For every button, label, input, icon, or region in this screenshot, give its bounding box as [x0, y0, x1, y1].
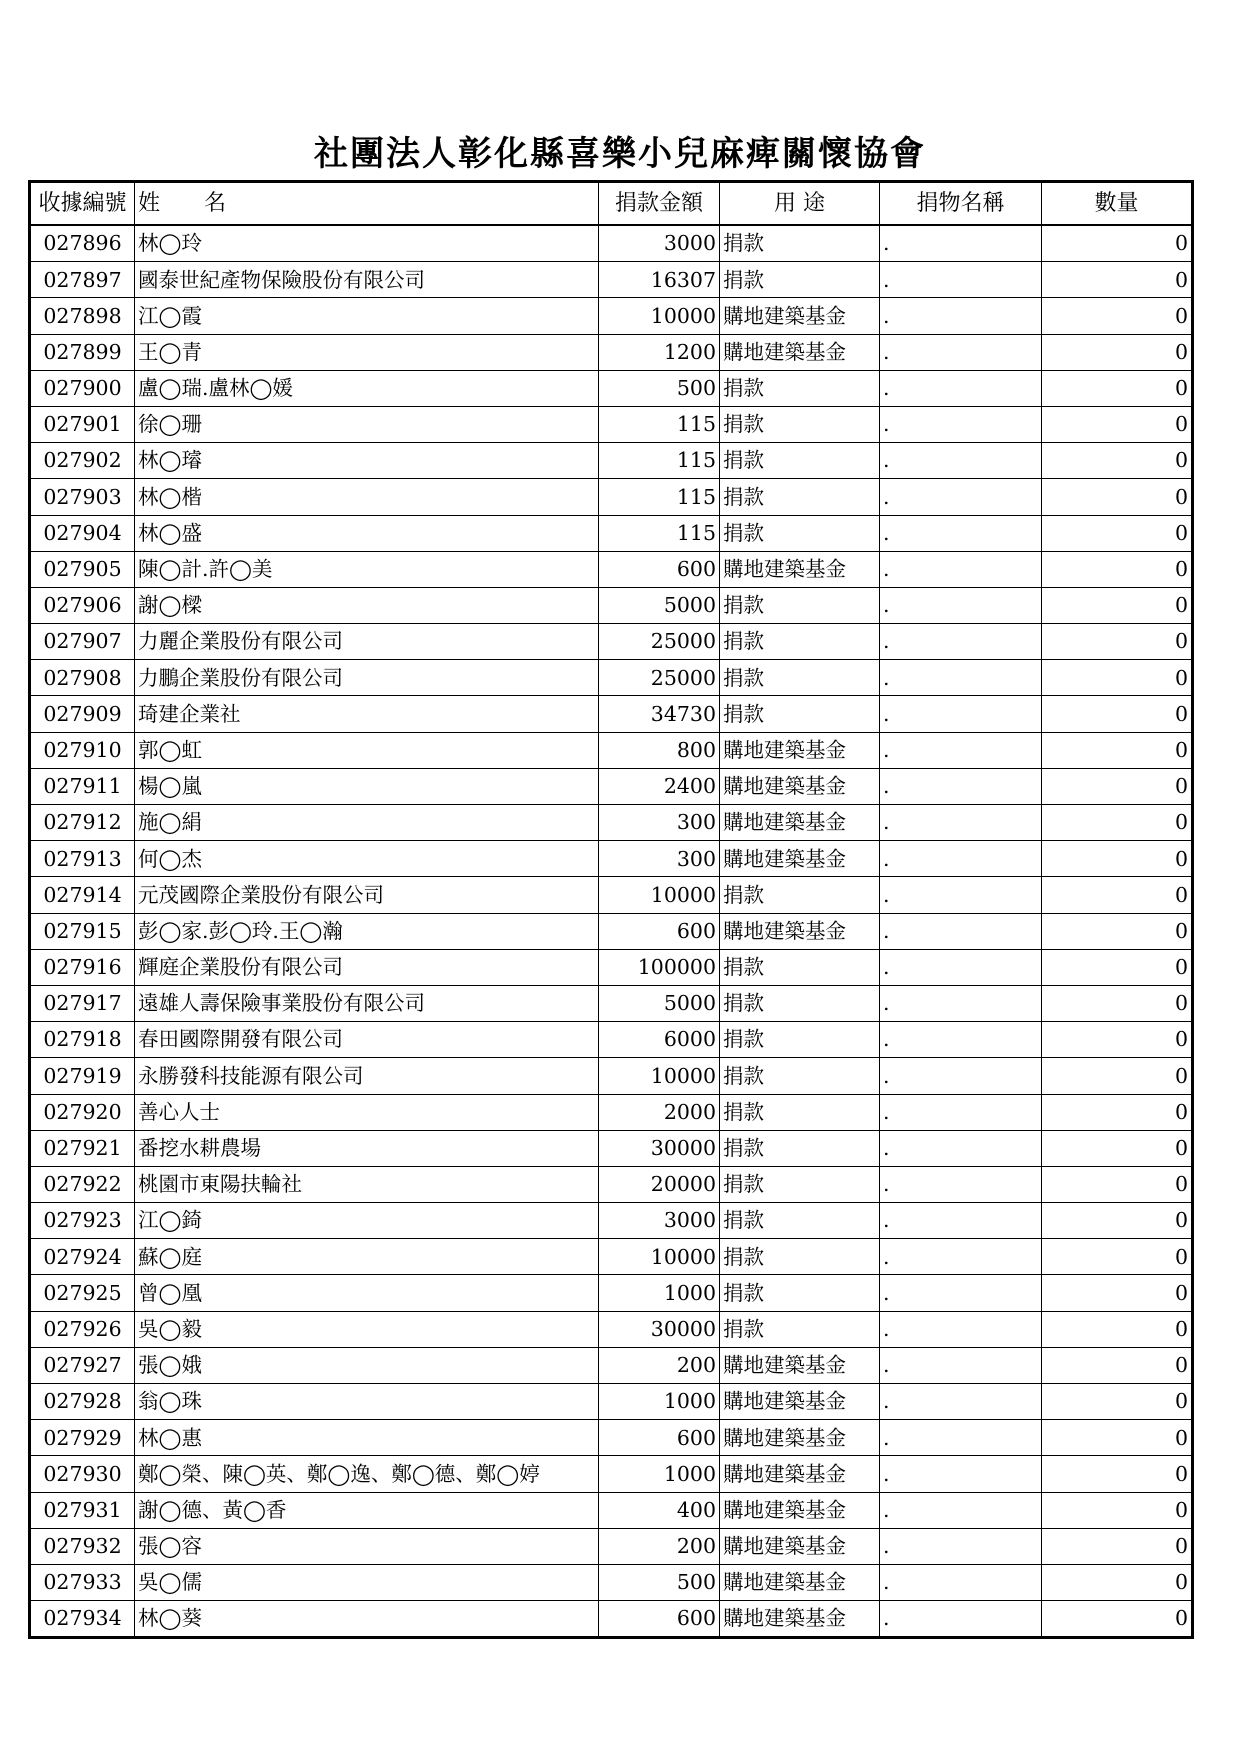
cell-quantity: 0 — [1042, 768, 1193, 804]
table-row — [30, 1094, 1193, 1130]
cell-purpose: 捐款 — [720, 949, 880, 985]
cell-name: 林◯璿 — [135, 443, 599, 479]
cell-item-name: . — [880, 1384, 1042, 1420]
cell-receipt-no: 027931 — [30, 1492, 135, 1528]
table-row — [30, 696, 1193, 732]
table-row — [30, 334, 1193, 370]
cell-amount: 25000 — [599, 660, 720, 696]
cell-name: 張◯娥 — [135, 1347, 599, 1383]
cell-name: 謝◯德、黃◯香 — [135, 1492, 599, 1528]
cell-purpose: 購地建築基金 — [720, 1456, 880, 1492]
table-row — [30, 1492, 1193, 1528]
cell-item-name: . — [880, 298, 1042, 334]
cell-name: 國泰世紀產物保險股份有限公司 — [135, 262, 599, 298]
cell-item-name: . — [880, 370, 1042, 406]
cell-name: 春田國際開發有限公司 — [135, 1022, 599, 1058]
cell-quantity: 0 — [1042, 877, 1193, 913]
cell-item-name: . — [880, 1275, 1042, 1311]
table-row — [30, 1311, 1193, 1347]
cell-receipt-no: 027905 — [30, 551, 135, 587]
cell-item-name: . — [880, 334, 1042, 370]
cell-item-name: . — [880, 624, 1042, 660]
table-row — [30, 877, 1193, 913]
table-row — [30, 805, 1193, 841]
cell-receipt-no: 027920 — [30, 1094, 135, 1130]
cell-item-name: . — [880, 1203, 1042, 1239]
cell-quantity: 0 — [1042, 443, 1193, 479]
cell-quantity: 0 — [1042, 334, 1193, 370]
cell-quantity: 0 — [1042, 587, 1193, 623]
cell-item-name: . — [880, 1347, 1042, 1383]
cell-receipt-no: 027915 — [30, 913, 135, 949]
cell-quantity: 0 — [1042, 1384, 1193, 1420]
cell-item-name: . — [880, 1239, 1042, 1275]
cell-name: 番挖水耕農場 — [135, 1130, 599, 1166]
cell-purpose: 購地建築基金 — [720, 913, 880, 949]
table-header — [30, 182, 1193, 226]
cell-amount: 3000 — [599, 1203, 720, 1239]
table-row — [30, 1239, 1193, 1275]
cell-name: 林◯盛 — [135, 515, 599, 551]
cell-name: 謝◯樑 — [135, 587, 599, 623]
cell-name: 輝庭企業股份有限公司 — [135, 949, 599, 985]
cell-item-name: . — [880, 587, 1042, 623]
cell-amount: 1000 — [599, 1275, 720, 1311]
cell-quantity: 0 — [1042, 913, 1193, 949]
table-row — [30, 949, 1193, 985]
table-row — [30, 1601, 1193, 1638]
cell-name: 力鵬企業股份有限公司 — [135, 660, 599, 696]
cell-quantity: 0 — [1042, 805, 1193, 841]
cell-amount: 400 — [599, 1492, 720, 1528]
cell-amount: 25000 — [599, 624, 720, 660]
cell-quantity: 0 — [1042, 370, 1193, 406]
cell-name: 鄭◯榮、陳◯英、鄭◯逸、鄭◯德、鄭◯婷 — [135, 1456, 599, 1492]
cell-receipt-no: 027898 — [30, 298, 135, 334]
cell-amount: 1000 — [599, 1456, 720, 1492]
cell-amount: 600 — [599, 913, 720, 949]
donation-ledger-table — [28, 180, 1194, 1639]
cell-quantity: 0 — [1042, 1528, 1193, 1564]
cell-name: 力麗企業股份有限公司 — [135, 624, 599, 660]
cell-quantity: 0 — [1042, 1347, 1193, 1383]
cell-name: 何◯杰 — [135, 841, 599, 877]
cell-name: 永勝發科技能源有限公司 — [135, 1058, 599, 1094]
cell-quantity: 0 — [1042, 1311, 1193, 1347]
cell-receipt-no: 027933 — [30, 1564, 135, 1600]
cell-name: 遠雄人壽保險事業股份有限公司 — [135, 985, 599, 1021]
cell-item-name: . — [880, 1528, 1042, 1564]
cell-quantity: 0 — [1042, 1275, 1193, 1311]
cell-receipt-no: 027908 — [30, 660, 135, 696]
cell-receipt-no: 027934 — [30, 1601, 135, 1638]
cell-item-name: . — [880, 551, 1042, 587]
cell-quantity: 0 — [1042, 1564, 1193, 1600]
cell-receipt-no: 027913 — [30, 841, 135, 877]
cell-purpose: 捐款 — [720, 696, 880, 732]
cell-purpose: 捐款 — [720, 370, 880, 406]
cell-name: 吳◯儒 — [135, 1564, 599, 1600]
cell-purpose: 購地建築基金 — [720, 732, 880, 768]
cell-amount: 100000 — [599, 949, 720, 985]
cell-amount: 6000 — [599, 1022, 720, 1058]
cell-purpose: 購地建築基金 — [720, 805, 880, 841]
cell-receipt-no: 027900 — [30, 370, 135, 406]
cell-name: 江◯錡 — [135, 1203, 599, 1239]
cell-item-name: . — [880, 1130, 1042, 1166]
table-row — [30, 370, 1193, 406]
header-quantity: 數量 — [1042, 182, 1193, 226]
cell-name: 林◯葵 — [135, 1601, 599, 1638]
table-row — [30, 1347, 1193, 1383]
cell-item-name: . — [880, 1564, 1042, 1600]
cell-purpose: 購地建築基金 — [720, 334, 880, 370]
cell-purpose: 捐款 — [720, 1275, 880, 1311]
cell-quantity: 0 — [1042, 1601, 1193, 1638]
header-item-name: 捐物名稱 — [880, 182, 1042, 226]
cell-purpose: 捐款 — [720, 624, 880, 660]
table-row — [30, 1456, 1193, 1492]
cell-receipt-no: 027922 — [30, 1166, 135, 1202]
cell-amount: 600 — [599, 1420, 720, 1456]
cell-amount: 3000 — [599, 225, 720, 262]
cell-amount: 115 — [599, 479, 720, 515]
cell-name: 桃園市東陽扶輪社 — [135, 1166, 599, 1202]
cell-name: 江◯霞 — [135, 298, 599, 334]
table-row — [30, 1420, 1193, 1456]
cell-quantity: 0 — [1042, 1492, 1193, 1528]
cell-amount: 5000 — [599, 985, 720, 1021]
cell-amount: 1200 — [599, 334, 720, 370]
cell-purpose: 捐款 — [720, 1203, 880, 1239]
cell-purpose: 捐款 — [720, 1311, 880, 1347]
cell-purpose: 購地建築基金 — [720, 1492, 880, 1528]
table-row — [30, 732, 1193, 768]
cell-name: 張◯容 — [135, 1528, 599, 1564]
cell-amount: 2000 — [599, 1094, 720, 1130]
cell-purpose: 捐款 — [720, 1166, 880, 1202]
cell-item-name: . — [880, 1166, 1042, 1202]
table-body — [30, 225, 1193, 1638]
cell-amount: 500 — [599, 370, 720, 406]
cell-amount: 10000 — [599, 298, 720, 334]
cell-receipt-no: 027917 — [30, 985, 135, 1021]
cell-name: 施◯絹 — [135, 805, 599, 841]
cell-item-name: . — [880, 732, 1042, 768]
cell-item-name: . — [880, 1420, 1042, 1456]
table-row — [30, 1275, 1193, 1311]
cell-purpose: 捐款 — [720, 515, 880, 551]
cell-name: 元茂國際企業股份有限公司 — [135, 877, 599, 913]
cell-receipt-no: 027929 — [30, 1420, 135, 1456]
cell-receipt-no: 027928 — [30, 1384, 135, 1420]
table-row — [30, 1528, 1193, 1564]
cell-name: 林◯玲 — [135, 225, 599, 262]
cell-quantity: 0 — [1042, 1094, 1193, 1130]
cell-purpose: 捐款 — [720, 262, 880, 298]
cell-receipt-no: 027902 — [30, 443, 135, 479]
cell-purpose: 購地建築基金 — [720, 298, 880, 334]
cell-name: 盧◯瑞.盧林◯媛 — [135, 370, 599, 406]
table-row — [30, 1166, 1193, 1202]
table-row — [30, 913, 1193, 949]
cell-quantity: 0 — [1042, 1166, 1193, 1202]
cell-quantity: 0 — [1042, 1058, 1193, 1094]
cell-receipt-no: 027924 — [30, 1239, 135, 1275]
cell-purpose: 購地建築基金 — [720, 1564, 880, 1600]
cell-receipt-no: 027925 — [30, 1275, 135, 1311]
cell-receipt-no: 027910 — [30, 732, 135, 768]
cell-purpose: 捐款 — [720, 1130, 880, 1166]
cell-purpose: 購地建築基金 — [720, 1528, 880, 1564]
cell-amount: 200 — [599, 1347, 720, 1383]
cell-purpose: 捐款 — [720, 1022, 880, 1058]
cell-name: 王◯青 — [135, 334, 599, 370]
table-row — [30, 660, 1193, 696]
header-row — [30, 182, 1193, 226]
cell-name: 吳◯毅 — [135, 1311, 599, 1347]
header-purpose: 用 途 — [720, 182, 880, 226]
cell-amount: 115 — [599, 515, 720, 551]
cell-receipt-no: 027909 — [30, 696, 135, 732]
table-row — [30, 1022, 1193, 1058]
cell-receipt-no: 027918 — [30, 1022, 135, 1058]
cell-receipt-no: 027903 — [30, 479, 135, 515]
table-row — [30, 985, 1193, 1021]
cell-name: 曾◯凰 — [135, 1275, 599, 1311]
cell-amount: 2400 — [599, 768, 720, 804]
cell-receipt-no: 027932 — [30, 1528, 135, 1564]
cell-quantity: 0 — [1042, 1420, 1193, 1456]
table-row — [30, 479, 1193, 515]
table-row — [30, 225, 1193, 262]
cell-quantity: 0 — [1042, 660, 1193, 696]
table-row — [30, 587, 1193, 623]
cell-amount: 10000 — [599, 1239, 720, 1275]
cell-name: 善心人士 — [135, 1094, 599, 1130]
cell-item-name: . — [880, 913, 1042, 949]
cell-purpose: 捐款 — [720, 1058, 880, 1094]
cell-receipt-no: 027899 — [30, 334, 135, 370]
cell-quantity: 0 — [1042, 298, 1193, 334]
table-row — [30, 443, 1193, 479]
cell-amount: 10000 — [599, 1058, 720, 1094]
table-row — [30, 406, 1193, 442]
header-receipt-no: 收據編號 — [30, 182, 135, 226]
cell-receipt-no: 027914 — [30, 877, 135, 913]
cell-quantity: 0 — [1042, 262, 1193, 298]
table-row — [30, 515, 1193, 551]
cell-purpose: 購地建築基金 — [720, 1601, 880, 1638]
cell-amount: 34730 — [599, 696, 720, 732]
cell-quantity: 0 — [1042, 1239, 1193, 1275]
cell-quantity: 0 — [1042, 732, 1193, 768]
cell-amount: 30000 — [599, 1130, 720, 1166]
cell-receipt-no: 027930 — [30, 1456, 135, 1492]
cell-quantity: 0 — [1042, 949, 1193, 985]
cell-quantity: 0 — [1042, 696, 1193, 732]
cell-amount: 500 — [599, 1564, 720, 1600]
cell-quantity: 0 — [1042, 225, 1193, 262]
cell-item-name: . — [880, 1094, 1042, 1130]
cell-quantity: 0 — [1042, 1456, 1193, 1492]
table-row — [30, 1384, 1193, 1420]
table-row — [30, 1564, 1193, 1600]
cell-purpose: 捐款 — [720, 877, 880, 913]
cell-purpose: 購地建築基金 — [720, 1347, 880, 1383]
cell-purpose: 捐款 — [720, 479, 880, 515]
cell-quantity: 0 — [1042, 551, 1193, 587]
cell-item-name: . — [880, 1311, 1042, 1347]
cell-amount: 600 — [599, 1601, 720, 1638]
header-name: 姓 名 — [135, 182, 599, 226]
cell-item-name: . — [880, 406, 1042, 442]
cell-receipt-no: 027926 — [30, 1311, 135, 1347]
cell-item-name: . — [880, 225, 1042, 262]
cell-quantity: 0 — [1042, 1203, 1193, 1239]
cell-item-name: . — [880, 660, 1042, 696]
cell-purpose: 捐款 — [720, 406, 880, 442]
cell-amount: 30000 — [599, 1311, 720, 1347]
cell-quantity: 0 — [1042, 515, 1193, 551]
cell-receipt-no: 027896 — [30, 225, 135, 262]
cell-purpose: 捐款 — [720, 225, 880, 262]
cell-item-name: . — [880, 985, 1042, 1021]
cell-receipt-no: 027919 — [30, 1058, 135, 1094]
cell-purpose: 捐款 — [720, 985, 880, 1021]
cell-name: 彭◯家.彭◯玲.王◯瀚 — [135, 913, 599, 949]
cell-purpose: 購地建築基金 — [720, 551, 880, 587]
cell-amount: 10000 — [599, 877, 720, 913]
cell-purpose: 捐款 — [720, 587, 880, 623]
table-row — [30, 768, 1193, 804]
cell-item-name: . — [880, 877, 1042, 913]
cell-receipt-no: 027923 — [30, 1203, 135, 1239]
cell-purpose: 購地建築基金 — [720, 841, 880, 877]
cell-item-name: . — [880, 805, 1042, 841]
cell-name: 林◯惠 — [135, 1420, 599, 1456]
cell-purpose: 捐款 — [720, 443, 880, 479]
cell-amount: 300 — [599, 841, 720, 877]
cell-purpose: 捐款 — [720, 1239, 880, 1275]
cell-quantity: 0 — [1042, 841, 1193, 877]
cell-receipt-no: 027927 — [30, 1347, 135, 1383]
cell-amount: 5000 — [599, 587, 720, 623]
cell-receipt-no: 027916 — [30, 949, 135, 985]
cell-purpose: 捐款 — [720, 660, 880, 696]
table-row — [30, 262, 1193, 298]
cell-item-name: . — [880, 1492, 1042, 1528]
cell-quantity: 0 — [1042, 1022, 1193, 1058]
table-row — [30, 1203, 1193, 1239]
cell-amount: 115 — [599, 443, 720, 479]
cell-amount: 600 — [599, 551, 720, 587]
cell-name: 蘇◯庭 — [135, 1239, 599, 1275]
cell-item-name: . — [880, 1456, 1042, 1492]
cell-quantity: 0 — [1042, 479, 1193, 515]
cell-receipt-no: 027911 — [30, 768, 135, 804]
cell-name: 林◯楷 — [135, 479, 599, 515]
cell-item-name: . — [880, 1601, 1042, 1638]
cell-item-name: . — [880, 479, 1042, 515]
cell-amount: 20000 — [599, 1166, 720, 1202]
cell-receipt-no: 027904 — [30, 515, 135, 551]
cell-name: 楊◯嵐 — [135, 768, 599, 804]
cell-item-name: . — [880, 1058, 1042, 1094]
cell-amount: 200 — [599, 1528, 720, 1564]
table-row — [30, 624, 1193, 660]
cell-amount: 1000 — [599, 1384, 720, 1420]
cell-item-name: . — [880, 949, 1042, 985]
cell-name: 郭◯虹 — [135, 732, 599, 768]
cell-receipt-no: 027906 — [30, 587, 135, 623]
table-row — [30, 298, 1193, 334]
cell-item-name: . — [880, 515, 1042, 551]
cell-amount: 16307 — [599, 262, 720, 298]
table-row — [30, 1058, 1193, 1094]
cell-amount: 800 — [599, 732, 720, 768]
cell-quantity: 0 — [1042, 985, 1193, 1021]
cell-item-name: . — [880, 262, 1042, 298]
cell-amount: 300 — [599, 805, 720, 841]
table-row — [30, 1130, 1193, 1166]
cell-receipt-no: 027907 — [30, 624, 135, 660]
cell-receipt-no: 027912 — [30, 805, 135, 841]
cell-item-name: . — [880, 696, 1042, 732]
cell-quantity: 0 — [1042, 406, 1193, 442]
table-row — [30, 551, 1193, 587]
cell-item-name: . — [880, 1022, 1042, 1058]
document-title: 社團法人彰化縣喜樂小兒麻痺關懷協會 — [314, 134, 926, 174]
cell-item-name: . — [880, 443, 1042, 479]
cell-item-name: . — [880, 841, 1042, 877]
cell-amount: 115 — [599, 406, 720, 442]
cell-quantity: 0 — [1042, 624, 1193, 660]
cell-purpose: 購地建築基金 — [720, 768, 880, 804]
cell-quantity: 0 — [1042, 1130, 1193, 1166]
cell-purpose: 購地建築基金 — [720, 1420, 880, 1456]
cell-name: 翁◯珠 — [135, 1384, 599, 1420]
cell-item-name: . — [880, 768, 1042, 804]
cell-name: 琦建企業社 — [135, 696, 599, 732]
cell-receipt-no: 027901 — [30, 406, 135, 442]
cell-purpose: 購地建築基金 — [720, 1384, 880, 1420]
cell-name: 陳◯計.許◯美 — [135, 551, 599, 587]
header-amount: 捐款金額 — [599, 182, 720, 226]
cell-receipt-no: 027921 — [30, 1130, 135, 1166]
table-row — [30, 841, 1193, 877]
cell-receipt-no: 027897 — [30, 262, 135, 298]
cell-purpose: 捐款 — [720, 1094, 880, 1130]
cell-name: 徐◯珊 — [135, 406, 599, 442]
